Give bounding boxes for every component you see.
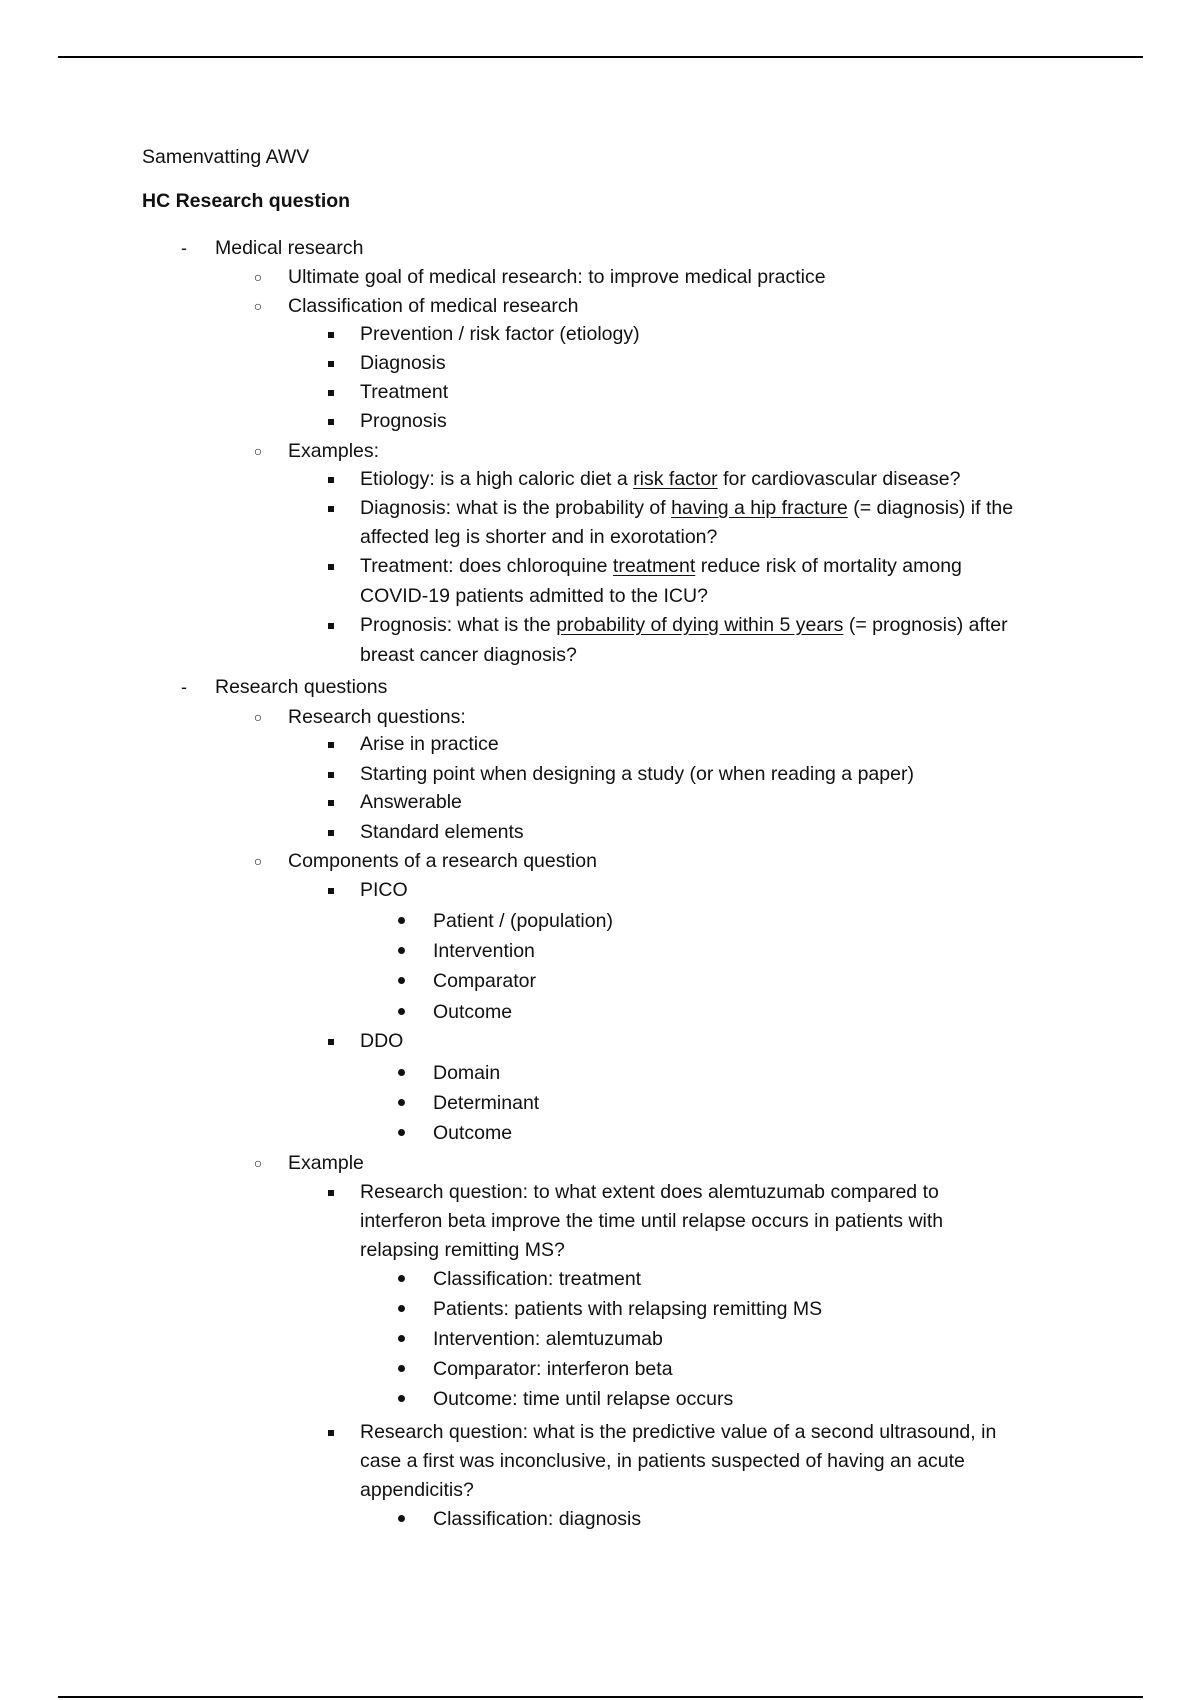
dot-bullet <box>398 1275 405 1282</box>
research-question-1: Research question: to what extent does alemtuzumab compared to <box>360 1181 939 1203</box>
q2-item: Classification: diagnosis <box>433 1508 642 1530</box>
components-label: Components of a research question <box>288 850 597 872</box>
circle-bullet: ○ <box>253 269 263 285</box>
dot-bullet <box>398 977 405 984</box>
rq-label: Research questions: <box>288 706 466 728</box>
topic-research-questions: Research questions <box>215 676 388 698</box>
list-item: Prevention / risk factor (etiology) <box>360 323 640 345</box>
section-heading: HC Research question <box>142 190 351 212</box>
circle-bullet: ○ <box>253 853 263 869</box>
square-bullet <box>328 772 334 778</box>
q1-item: Outcome: time until relapse occurs <box>433 1388 734 1410</box>
examples-label: Examples: <box>288 440 380 462</box>
research-question-1-cont: relapsing remitting MS? <box>360 1239 565 1261</box>
research-question-2-cont: appendicitis? <box>360 1479 474 1501</box>
dot-bullet <box>398 947 405 954</box>
pico-label: PICO <box>360 879 408 901</box>
pico-item: Comparator <box>433 970 536 992</box>
q1-item: Patients: patients with relapsing remitting MS <box>433 1298 823 1320</box>
example-treatment-cont: COVID-19 patients admitted to the ICU? <box>360 585 708 607</box>
dot-bullet <box>398 1069 405 1076</box>
research-question-2-cont: case a first was inconclusive, in patients suspected of having an acute <box>360 1450 965 1472</box>
pico-item: Intervention <box>433 940 535 962</box>
topic-medical-research: Medical research <box>215 237 364 259</box>
square-bullet <box>328 419 334 425</box>
circle-bullet: ○ <box>253 709 263 725</box>
ddo-item: Domain <box>433 1062 501 1084</box>
dot-bullet <box>398 1008 405 1015</box>
q1-item: Comparator: interferon beta <box>433 1358 673 1380</box>
research-question-2: Research question: what is the predictive value of a second ultrasound, in <box>360 1421 997 1443</box>
list-item: Standard elements <box>360 821 524 843</box>
circle-bullet: ○ <box>253 1155 263 1171</box>
circle-bullet: ○ <box>253 298 263 314</box>
pico-item: Patient / (population) <box>433 910 613 932</box>
square-bullet <box>328 361 334 367</box>
dot-bullet <box>398 1365 405 1372</box>
square-bullet <box>328 1430 334 1436</box>
ddo-label: DDO <box>360 1030 404 1052</box>
goal-text: Ultimate goal of medical research: to improve medical practice <box>288 266 826 288</box>
header-rule <box>58 56 1143 58</box>
square-bullet <box>328 477 334 483</box>
list-item: Answerable <box>360 791 462 813</box>
dash-bullet: - <box>181 677 187 697</box>
q1-item: Classification: treatment <box>433 1268 642 1290</box>
example-label: Example <box>288 1152 364 1174</box>
list-item: Treatment <box>360 381 449 403</box>
example-diagnosis: Diagnosis: what is the probability of having a hip fracture (= diagnosis) if the <box>360 497 1014 519</box>
dot-bullet <box>398 1129 405 1136</box>
list-item: Arise in practice <box>360 733 499 755</box>
square-bullet <box>328 623 334 629</box>
ddo-item: Outcome <box>433 1122 513 1144</box>
square-bullet <box>328 742 334 748</box>
example-treatment: Treatment: does chloroquine treatment reduce risk of mortality among <box>360 555 962 577</box>
square-bullet <box>328 830 334 836</box>
q1-item: Intervention: alemtuzumab <box>433 1328 663 1350</box>
example-etiology: Etiology: is a high caloric diet a risk factor for cardiovascular disease? <box>360 468 961 490</box>
example-prognosis: Prognosis: what is the probability of dying within 5 years (= prognosis) after <box>360 614 1008 636</box>
dot-bullet <box>398 1395 405 1402</box>
ddo-item: Determinant <box>433 1092 540 1114</box>
dot-bullet <box>398 917 405 924</box>
square-bullet <box>328 506 334 512</box>
list-item: Diagnosis <box>360 352 446 374</box>
footer-rule <box>58 1696 1143 1698</box>
dash-bullet: - <box>181 238 187 258</box>
document-title: Samenvatting AWV <box>142 146 310 168</box>
square-bullet <box>328 390 334 396</box>
square-bullet <box>328 888 334 894</box>
square-bullet <box>328 1190 334 1196</box>
pico-item: Outcome <box>433 1001 513 1023</box>
square-bullet <box>328 332 334 338</box>
list-item: Prognosis <box>360 410 447 432</box>
research-question-1-cont: interferon beta improve the time until relapse occurs in patients with <box>360 1210 944 1232</box>
dot-bullet <box>398 1305 405 1312</box>
dot-bullet <box>398 1099 405 1106</box>
example-diagnosis-cont: affected leg is shorter and in exorotation? <box>360 526 718 548</box>
dot-bullet <box>398 1515 405 1522</box>
example-prognosis-cont: breast cancer diagnosis? <box>360 644 577 666</box>
circle-bullet: ○ <box>253 443 263 459</box>
classification-label: Classification of medical research <box>288 295 579 317</box>
list-item: Starting point when designing a study (or when reading a paper) <box>360 763 914 785</box>
dot-bullet <box>398 1335 405 1342</box>
square-bullet <box>328 1039 334 1045</box>
square-bullet <box>328 564 334 570</box>
square-bullet <box>328 800 334 806</box>
